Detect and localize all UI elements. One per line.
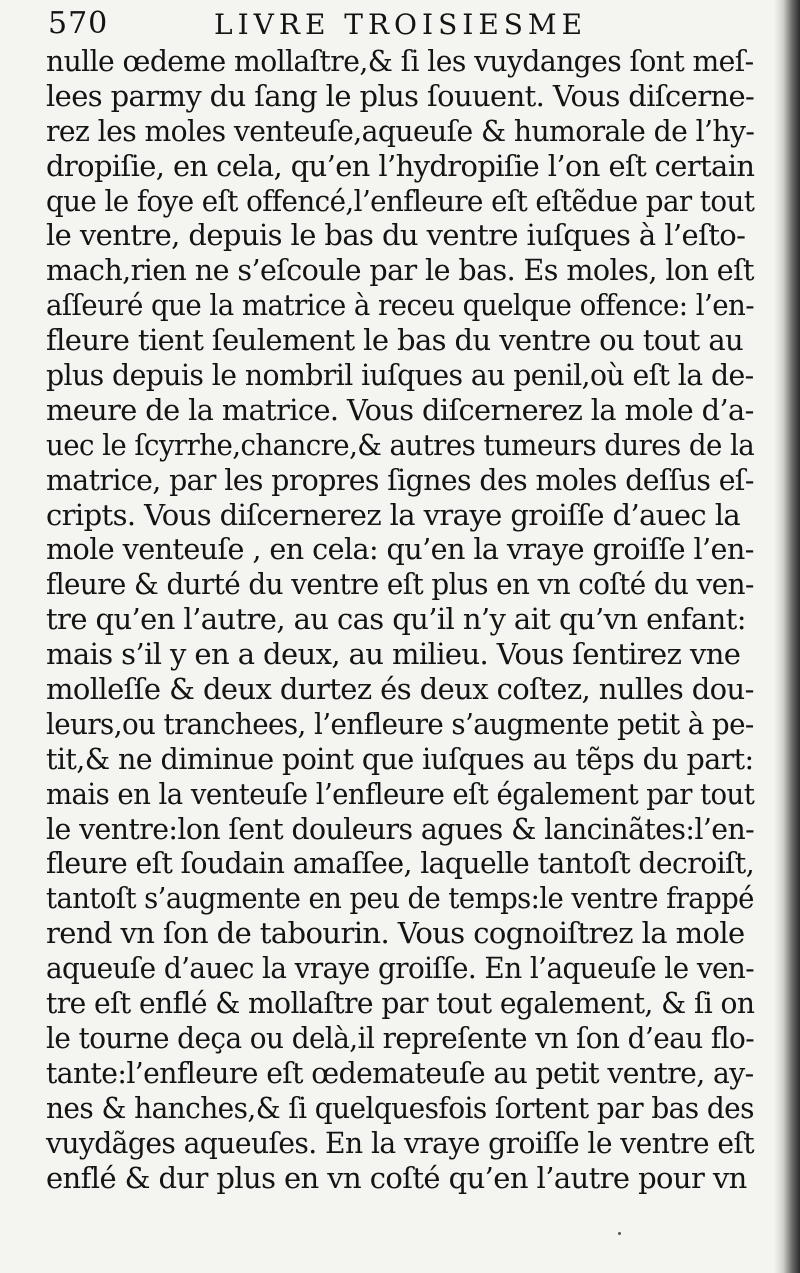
text-line: le ventre, depuis le bas du ventre iuſques à l’eſto-: [46, 218, 746, 253]
text-line: vuydãges aqueuſes. En la vraye groiſſe le ventre eſt: [46, 1125, 755, 1160]
text-line: nes & hanches,& ſi quelquesfois ſortent par bas des: [46, 1090, 754, 1125]
body-text: [46, 44, 755, 1195]
text-line: rend vn ſon de tabourin. Vous cognoiſtrez la mole: [46, 916, 745, 951]
text-line: cripts. Vous diſcernerez la vraye groiſſe d’auec la: [46, 497, 741, 532]
text-line: mais s’il y en a deux, au milieu. Vous ſentirez vne: [46, 637, 741, 672]
text-line: uec le ſcyrrhe,chancre,& autres tumeurs dures de la: [46, 427, 755, 462]
page-number: 570: [48, 6, 109, 41]
text-line: le ventre:lon ſent douleurs agues & lancinãtes:l’en-: [46, 811, 755, 846]
text-line: rez les moles venteuſe,aqueuſe & humorale de l’hy-: [46, 113, 755, 148]
text-line: tit,& ne diminue point que iuſques au tẽps du part:: [46, 741, 754, 776]
text-line: mais en la venteuſe l’enfleure eſt également par tout: [46, 776, 755, 811]
page-header: [48, 6, 608, 40]
text-line: aſſeuré que la matrice à receu quelque offence: l’en-: [46, 288, 755, 323]
text-line: tre qu’en l’autre, au cas qu’il n’y ait qu’vn enfant:: [46, 602, 746, 637]
text-line: tante:l’enfleure eſt œdemateuſe au petit ventre, ay-: [46, 1055, 754, 1090]
text-line: tre eſt enflé & mollaſtre par tout egalement, & ſi on: [46, 986, 755, 1021]
text-line: fleure eſt ſoudain amaſſee, laquelle tantoſt decroiſt,: [46, 846, 755, 881]
text-line: tantoſt s’augmente en peu de temps:le ventre frappé: [46, 881, 754, 916]
text-line: le tourne deça ou delà,il repreſente vn ſon d’eau flo-: [46, 1020, 755, 1055]
text-line: dropiſie, en cela, qu’en l’hydropiſie l’on eſt certain: [46, 148, 755, 183]
text-line: fleure tient ſeulement le bas du ventre ou tout au: [46, 323, 744, 358]
text-line: leurs,ou tranchees, l’enfleure s’augmente petit à pe-: [46, 706, 754, 741]
text-line: aqueuſe d’auec la vraye groiſſe. En l’aqueuſe le ven-: [46, 951, 755, 986]
text-line: nulle œdeme mollaſtre,& ſi les vuydanges ſont meſ-: [46, 44, 754, 78]
text-line: fleure & durté du ventre eſt plus en vn coſté du ven-: [46, 567, 754, 602]
text-line: meure de la matrice. Vous diſcernerez la mole d’a-: [46, 392, 754, 427]
text-line: enflé & dur plus en vn coſté qu’en l’autre pour vn: [46, 1160, 747, 1195]
running-title: LIVRE TROISIESME: [214, 8, 588, 41]
text-line: mole venteuſe , en cela: qu’en la vraye groiſſe l’en-: [46, 532, 754, 567]
text-line: que le foye eſt offencé,l’enfleure eſt eſtẽdue par tout: [46, 183, 755, 218]
text-line: mach,rien ne s’eſcoule par le bas. Es moles, lon eſt: [46, 253, 754, 288]
text-line: plus depuis le nombril iuſques au penil,où eſt la de-: [46, 358, 754, 393]
text-line: matrice, par les propres ſignes des moles deſſus eſ-: [46, 462, 754, 497]
ink-speck: [618, 1232, 621, 1235]
text-line: lees parmy du ſang le plus ſouuent. Vous diſcerne-: [46, 78, 755, 113]
text-line: molleſſe & deux durtez és deux coſtez, nulles dou-: [46, 672, 754, 707]
binding-gutter: [774, 0, 800, 1273]
